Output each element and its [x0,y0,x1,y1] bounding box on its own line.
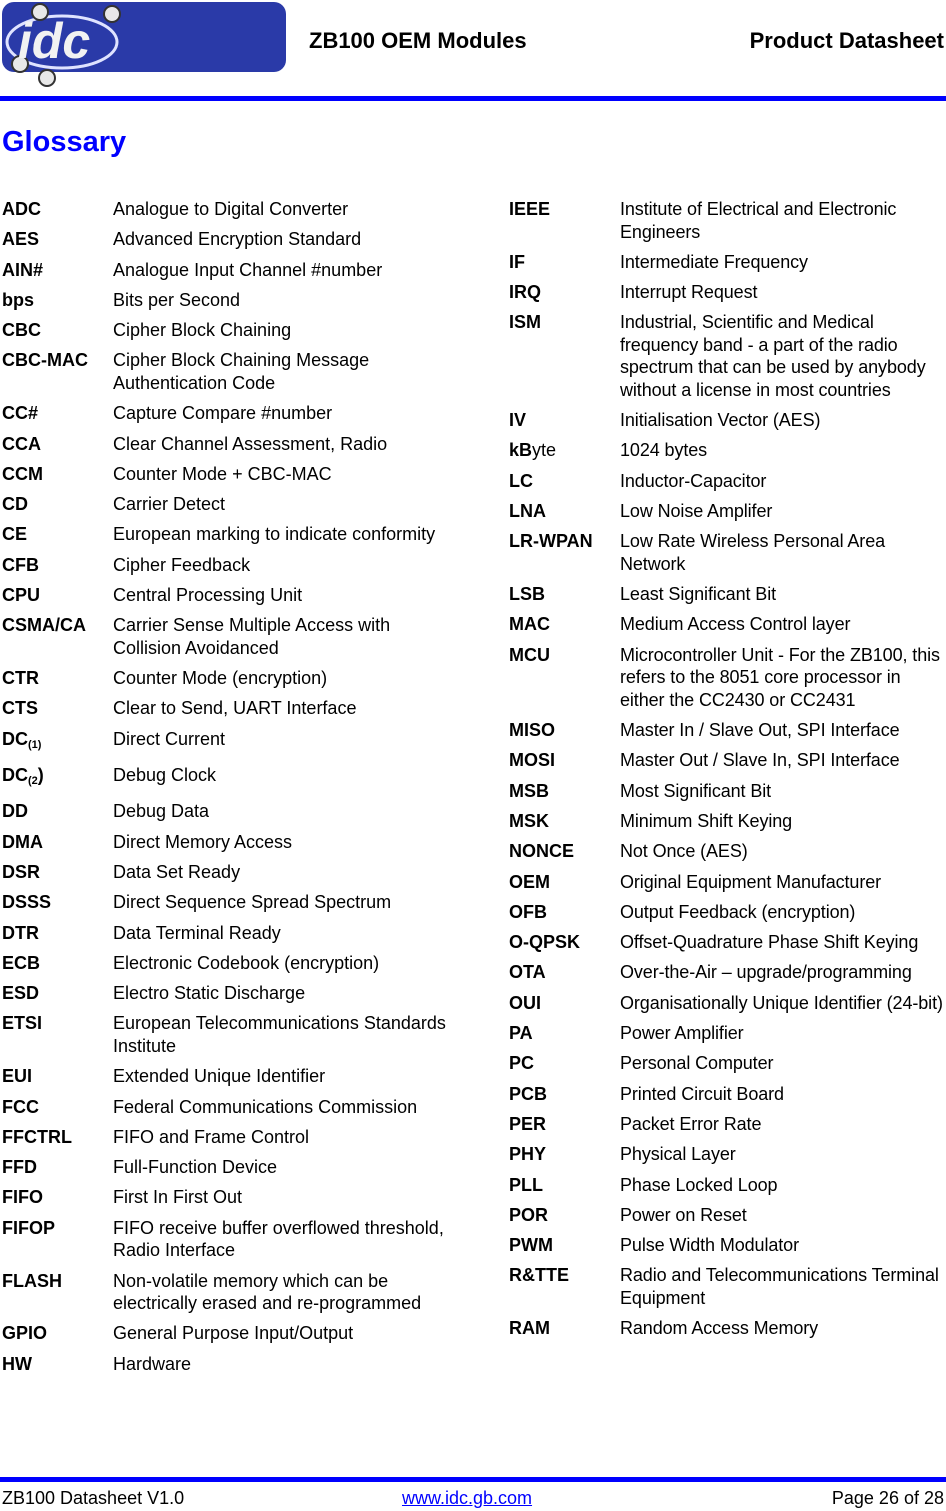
glossary-definition: Random Access Memory [620,1318,819,1339]
glossary-definition: Electronic Codebook (encryption) [113,952,380,973]
glossary-entry [509,470,946,493]
glossary-term: EUI [2,1066,33,1087]
glossary-entry [509,1264,946,1309]
footer-page-number: Page 26 of 28 [831,1488,944,1508]
glossary-entry [2,1217,452,1262]
header-product-title: ZB100 OEM Modules [309,28,527,53]
glossary-definition: Clear Channel Assessment, Radio [113,433,388,454]
page-title: Glossary [2,126,127,158]
glossary-term: CFB [2,554,39,575]
glossary-entry [509,1083,946,1106]
glossary-definition: Direct Sequence Spread Spectrum [113,892,392,913]
glossary-definition: European Telecommunications Standards Institute [113,1013,446,1056]
glossary-entry [509,1143,946,1166]
glossary-term: $DC_{(2}$) [2,765,44,788]
page-header [0,0,946,100]
glossary-term: FFCTRL [2,1126,72,1147]
svg-text:idc: idc [18,13,91,69]
idc-logo [2,2,286,94]
glossary-definition: Least Significant Bit [620,584,776,605]
glossary-definition: Original Equipment Manufacturer [620,871,882,892]
glossary-entry [509,1317,946,1340]
glossary-term: CSMA/CA [2,615,86,636]
glossary-term: AIN# [2,259,44,280]
glossary-definition: First In First Out [113,1187,243,1208]
glossary-term: NONCE [509,841,575,862]
glossary-entry [2,800,452,823]
glossary-definition: 1024 bytes [620,440,708,461]
footer-version: ZB100 Datasheet V1.0 [2,1488,185,1508]
glossary-term: RAM [509,1318,550,1339]
glossary-term: IF [509,251,525,272]
glossary-definition: Federal Communications Commission [113,1096,418,1117]
glossary-entry [509,583,946,606]
glossary-term: CE [2,524,28,545]
glossary-definition: Capture Compare #number [113,403,333,424]
glossary-entry [509,613,946,636]
glossary-term: MOSI [509,750,556,771]
glossary-entry [509,840,946,863]
glossary-definition: Radio and Telecommunications Terminal Equipment [620,1265,939,1308]
glossary-entry [509,992,946,1015]
glossary-definition: Over-the-Air – upgrade/programming [620,962,912,983]
glossary-definition: Pulse Width Modulator [620,1235,799,1256]
glossary-definition: Extended Unique Identifier [113,1066,326,1087]
glossary-term: ETSI [2,1013,43,1034]
glossary-definition: Debug Data [113,801,210,822]
glossary-entry [2,1270,452,1315]
glossary-term: PLL [509,1174,543,1195]
glossary-definition: Analogue Input Channel #number [113,259,383,280]
glossary-term: LC [509,470,533,491]
glossary-entry [509,1022,946,1045]
glossary-term: MSB [509,780,549,801]
glossary-term: ADC [2,199,41,219]
glossary-definition: Analogue to Digital Converter [113,199,349,219]
glossary-term: PC [509,1053,535,1074]
glossary-definition: Direct Memory Access [113,831,293,852]
glossary-term: CPU [2,585,41,606]
glossary-entry [2,349,452,394]
glossary-definition: Data Terminal Ready [113,922,281,943]
glossary-term: bps [2,289,35,310]
glossary-entry [2,952,452,975]
header-doc-type: Product Datasheet [749,28,944,53]
glossary-entry [509,439,946,462]
glossary-term: MISO [509,720,556,741]
glossary-entry [2,728,452,757]
glossary-term: MSK [509,810,549,831]
glossary-term: PCB [509,1083,548,1104]
glossary-term: LSB [509,584,545,605]
glossary-term: DTR [2,922,39,943]
glossary-definition: Hardware [113,1353,192,1374]
glossary-entry [509,409,946,432]
glossary-entry [509,500,946,523]
glossary-entry [509,281,946,304]
glossary-entry [2,523,452,546]
footer-website-link[interactable]: www.idc.gb.com [402,1488,533,1508]
glossary-entry [2,1065,452,1088]
glossary-entry [2,1353,452,1376]
glossary-entry [509,871,946,894]
glossary-term: DD [2,801,28,822]
glossary-term: CC# [2,403,39,424]
glossary-entry [509,251,946,274]
glossary-definition: Microcontroller Unit - For the ZB100, this refers to the 8051 core processor in either the CC2430 or CC2431 [620,644,940,710]
glossary-term: CCA [2,433,41,454]
glossary-term: DMA [2,831,43,852]
glossary-term: OEM [509,871,551,892]
glossary-entry [509,961,946,984]
glossary-term: ESD [2,983,40,1004]
glossary-definition: FIFO receive buffer overflowed threshold, Radio Interface [113,1217,444,1261]
glossary-term: CTS [2,698,38,719]
glossary-definition: Not Once (AES) [620,841,748,862]
glossary-entry [2,198,452,221]
glossary-term: OUI [509,992,542,1013]
glossary-term: LNA [509,501,546,522]
glossary-term: AES [2,229,40,250]
glossary-term: OTA [509,962,546,983]
glossary-definition: Carrier Detect [113,494,226,515]
glossary-entry [509,780,946,803]
glossary-term: FCC [2,1096,39,1117]
glossary-entry [509,1052,946,1075]
glossary-entry [2,861,452,884]
glossary-definition: Low Rate Wireless Personal Area Network [620,531,886,574]
glossary-definition: Cipher Feedback [113,554,251,575]
glossary-entry [2,922,452,945]
glossary-definition: Packet Error Rate [620,1113,762,1134]
glossary-term: MAC [509,614,550,635]
glossary-term: kByte [509,440,557,461]
glossary-definition: Full-Function Device [113,1157,278,1178]
glossary-entry [2,764,452,793]
glossary-definition: Data Set Ready [113,861,241,882]
glossary-term: DSR [2,861,41,882]
glossary-definition: European marking to indicate conformity [113,524,436,545]
glossary-term: OFB [509,901,547,922]
glossary-term: $DC_{(1)}$ [2,728,42,751]
glossary-definition: Bits per Second [113,289,241,310]
glossary-term: FIFOP [2,1217,55,1238]
glossary-term: ECB [2,952,41,973]
glossary-definition: General Purpose Input/Output [113,1323,354,1344]
glossary-term: DSSS [2,892,52,913]
glossary-entry [509,530,946,575]
glossary-entry [2,891,452,914]
glossary-term: FLASH [2,1270,62,1291]
glossary-term: PA [509,1023,533,1044]
glossary-definition: Cipher Block Chaining [113,320,292,341]
glossary-entry [2,1186,452,1209]
glossary-definition: Carrier Sense Multiple Access with Collision Avoidanced [113,615,391,658]
glossary-definition: Inductor-Capacitor [620,470,767,491]
glossary-definition: Master In / Slave Out, SPI Interface [620,720,900,741]
glossary-definition: Counter Mode (encryption) [113,668,328,689]
glossary-entry [2,554,452,577]
glossary-term: MCU [509,644,550,665]
glossary-entry [2,831,452,854]
glossary-term: CCM [2,463,43,484]
glossary-entry [509,1234,946,1257]
glossary-definition: Phase Locked Loop [620,1174,778,1195]
glossary-definition: Interrupt Request [620,282,758,303]
glossary-entry [2,319,452,342]
glossary-entry [509,1174,946,1197]
glossary-definition: Central Processing Unit [113,585,303,606]
glossary-term: IRQ [509,282,542,303]
glossary-definition: Minimum Shift Keying [620,810,793,831]
glossary-term: HW [2,1353,32,1374]
glossary-right-column [509,198,946,1348]
glossary-entry [509,198,946,243]
glossary-term: R&TTE [509,1265,569,1286]
glossary-definition: Clear to Send, UART Interface [113,698,357,719]
glossary-term: ISM [509,312,542,333]
glossary-definition: Personal Computer [620,1053,774,1074]
glossary-term: O-QPSK [509,932,581,953]
glossary-definition: Initialisation Vector (AES) [620,410,821,431]
glossary-entry [2,1096,452,1119]
glossary-entry [2,584,452,607]
glossary-term: FIFO [2,1187,43,1208]
glossary-definition: Electro Static Discharge [113,983,306,1004]
glossary-entry [509,749,946,772]
glossary-definition: Institute of Electrical and Electronic Engineers [620,199,897,242]
glossary-entry [509,311,946,401]
glossary-definition: Direct Current [113,728,226,749]
glossary-definition: Offset-Quadrature Phase Shift Keying [620,932,919,953]
glossary-definition: Debug Clock [113,765,217,786]
glossary-definition: Power on Reset [620,1204,747,1225]
glossary-entry [2,463,452,486]
glossary-definition: Counter Mode + CBC-MAC [113,463,332,484]
glossary-definition: Medium Access Control layer [620,614,851,635]
glossary-entry [509,1204,946,1227]
glossary-entry [2,493,452,516]
glossary-term: POR [509,1204,549,1225]
glossary-entry [509,901,946,924]
glossary-entry [2,697,452,720]
glossary-term: LR-WPAN [509,531,593,552]
glossary-entry [2,433,452,456]
glossary-entry [2,1156,452,1179]
glossary-entry [2,614,452,659]
glossary-definition: Printed Circuit Board [620,1083,784,1104]
glossary-definition: Physical Layer [620,1144,736,1165]
header-divider [0,96,946,101]
glossary-entry [2,667,452,690]
glossary-entry [2,259,452,282]
glossary-term: CBC [2,320,41,341]
glossary-definition: Intermediate Frequency [620,251,808,272]
glossary-entry [2,228,452,251]
glossary-entry [509,810,946,833]
glossary-definition: Power Amplifier [620,1023,744,1044]
glossary-term: CD [2,494,28,515]
glossary-definition: Master Out / Slave In, SPI Interface [620,750,900,771]
glossary-definition: Most Significant Bit [620,780,772,801]
glossary-entry [2,1126,452,1149]
glossary-entry [509,931,946,954]
glossary-entry [509,719,946,742]
glossary-definition: FIFO and Frame Control [113,1126,310,1147]
glossary-definition: Non-volatile memory which can be electrically erased and re-programmed [113,1270,422,1313]
glossary-entry [2,1322,452,1345]
glossary-definition: Industrial, Scientific and Medical frequency band - a part of the radio spectrum that can be used by anybody without a license in most countries [620,312,926,400]
glossary-term: CTR [2,668,39,689]
glossary-term: PWM [509,1235,553,1256]
glossary-entry [2,402,452,425]
glossary-term: IV [509,410,527,431]
glossary-entry [509,1113,946,1136]
glossary-definition: Organisationally Unique Identifier (24-bit) [620,992,943,1013]
glossary-term: PHY [509,1144,547,1165]
glossary-definition: Output Feedback (encryption) [620,901,856,922]
glossary-term: GPIO [2,1323,48,1344]
footer-divider [0,1477,946,1482]
glossary-term: IEEE [509,199,551,219]
glossary-entry [509,644,946,712]
glossary-entry [2,289,452,312]
glossary-term: CBC-MAC [2,350,88,371]
glossary-entry [2,982,452,1005]
glossary-left-column [2,198,452,1383]
glossary-definition: Advanced Encryption Standard [113,229,362,250]
glossary-definition: Low Noise Amplifer [620,501,773,522]
glossary-entry [2,1012,452,1057]
glossary-term: PER [509,1113,547,1134]
glossary-definition: Cipher Block Chaining Message Authentication Code [113,350,370,393]
glossary-term: FFD [2,1157,37,1178]
